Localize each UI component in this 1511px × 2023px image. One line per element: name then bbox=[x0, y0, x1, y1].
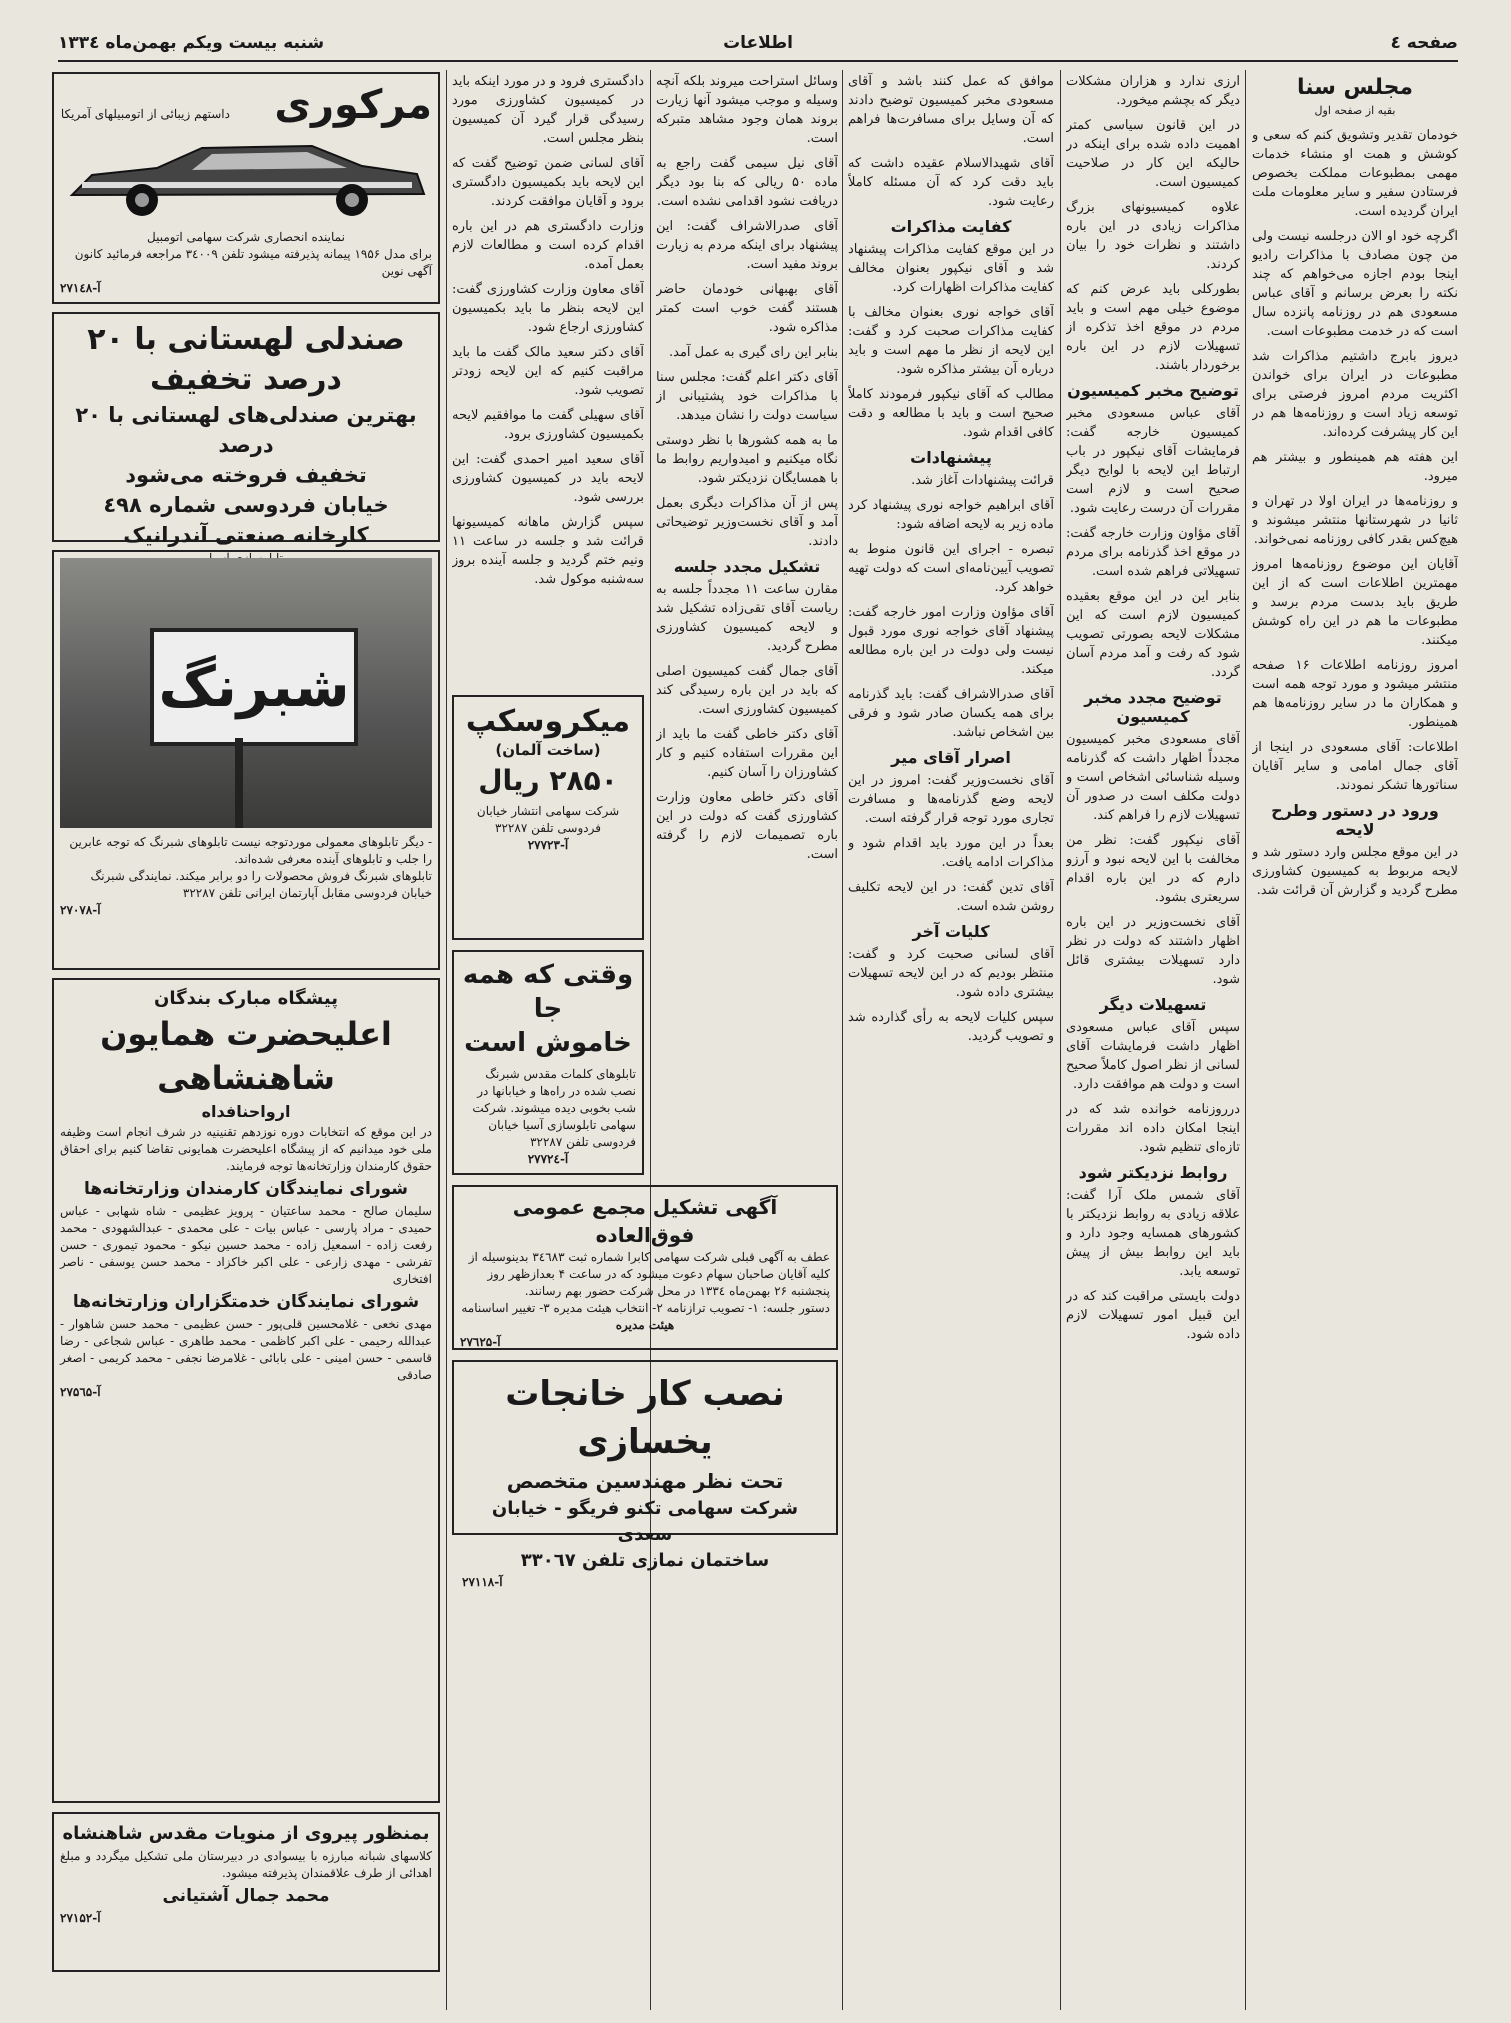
ad-text: برای مدل ۱۹۵۶ پیمانه پذیرفته میشود تلفن ۳٤۰۰۹ مراجعه فرمائید کانون آگهی نوین bbox=[74, 247, 432, 278]
paragraph: علاوه کمیسیونهای بزرگ مذاکرات زیادی در این باره داشتند و نظرات خود را بیان کردند. bbox=[1066, 200, 1240, 272]
paragraph: آقای دکتر خاطی گفت ما باید از این مقررات استفاده کنیم و کار کشاورزان را آسان کنیم. bbox=[656, 727, 838, 780]
column-divider bbox=[842, 70, 843, 2010]
ad-address: خیابان فردوسی شماره ٤۹۸ bbox=[103, 493, 389, 517]
paragraph: آقای خواجه نوری بعنوان مخالف با کفایت مذاکرات صحبت کرد و گفت: این لایحه از نظر ما مهم است و باید درباره آن بیشتر مذاکره شود. bbox=[848, 305, 1054, 377]
ad-text: شرکت سهامی تکنو فریگو - خیابان سعدی bbox=[491, 1498, 799, 1545]
paragraph: این هفته هم همینطور و بیشتر هم میرود. bbox=[1252, 450, 1458, 484]
issue-date: شنبه بیست ویکم بهمن‌ماه ۱۳۳٤ bbox=[58, 33, 325, 53]
ad-text-2: تابلوهای شبرنگ فروش محصولات را دو برابر میکند. نمایندگی شبرنگ خیابان فردوسی مقابل آپارتمان ایرانی تلفن ۳۲۲۸۷ bbox=[90, 869, 432, 900]
ad-text: - دیگر تابلوهای معمولی موردتوجه نیست تابلوهای شبرنگ که توجه عابرین را جلب و تابلوهای آینده معرفی شده‌اند. bbox=[69, 835, 432, 866]
polish-chairs-ad bbox=[52, 312, 440, 547]
paragraph: ما به همه کشورها با نظر دوستی نگاه میکنیم و امیدواریم روابط ما با همسایگان نزدیکتر شود. bbox=[656, 433, 838, 486]
ad-code: آ-۲۷۵٦۵ bbox=[60, 1385, 101, 1399]
ad-subtitle: تحت نظر مهندسین متخصص bbox=[506, 1469, 784, 1493]
paragraph: دولت بایستی مراقبت کند که در این قبیل امور تسهیلات لازم داده شود. bbox=[1066, 1289, 1240, 1342]
microscope-ad bbox=[452, 695, 644, 940]
paragraph: مطالب که آقای نیکپور فرمودند کاملاً صحیح است و باید با مطالعه و دقت کافی اقدام شود. bbox=[848, 387, 1054, 440]
section-heading: پیشنهادات bbox=[910, 448, 992, 467]
paragraph: وسائل استراحت میروند بلکه آنچه وسیله و موجب میشود آنها زیارت بروند همان وجود مشاهد متبرکه است. bbox=[656, 74, 838, 146]
paragraph: آقای شهیدالاسلام عقیده داشت که باید دقت کرد که آن مسئله کاملاً رعایت شود. bbox=[848, 156, 1054, 209]
paragraph: سپس گزارش ماهانه کمیسیونها قرائت شد و جلسه در ساعت ۱۱ ونیم ختم گردید و جلسه آینده بروز سه‌شنبه موکول شد. bbox=[452, 515, 644, 587]
silence-ad bbox=[452, 950, 644, 1175]
notice-section-heading: شورای نمایندگان خدمتگزاران وزارتخانه‌ها bbox=[72, 1292, 420, 1312]
section-heading: روابط نزدیکتر شود bbox=[1078, 1163, 1228, 1182]
paragraph: آقای صدرالاشراف گفت: این پیشنهاد برای اینکه مردم به زیارت بروند مفید است. bbox=[656, 219, 838, 272]
section-heading: توضیح مخبر کمیسیون bbox=[1067, 381, 1239, 400]
ad-code: آ-۲۷۱۱۸ bbox=[462, 1575, 503, 1589]
ad-title: نصب کار خانجات یخسازی bbox=[505, 1374, 785, 1462]
ad-agenda: دستور جلسه: ۱- تصویب ترازنامه ۲- انتخاب هیئت مدیره ۳- تغییر اساسنامه bbox=[461, 1301, 830, 1315]
paragraph: ارزی ندارد و هزاران مشکلات دیگر که بچشم میخورد. bbox=[1066, 74, 1240, 108]
paragraph: در این موقع کفایت مذاکرات پیشنهاد شد و آقای نیکپور بعنوان مخالف کفایت مذاکرات اظهارات کرد. bbox=[848, 242, 1054, 295]
paragraph: پس از آن مذاکرات دیگری بعمل آمد و آقای نخست‌وزیر توضیحاتی دادند. bbox=[656, 496, 838, 549]
section-heading: کلیات آخر bbox=[912, 922, 990, 941]
ad-signature: هیئت مدیره bbox=[615, 1318, 675, 1332]
senate-article-column bbox=[1252, 72, 1458, 2007]
ad-code: آ-۲۷۷۲٤ bbox=[527, 1152, 569, 1166]
paragraph: تبصره - اجرای این قانون منوط به تصویب آیین‌نامه‌ای است که دولت تهیه خواهد کرد. bbox=[848, 542, 1054, 595]
paragraph: آقای لسانی صحبت کرد و گفت: منتظر بودیم که در این لایحه تسهیلات بیشتری داده شود. bbox=[848, 947, 1054, 1000]
paragraph: آقایان این موضوع روزنامه‌ها امروز مهمترین اطلاعات است که از این طریق باید بدست مردم برسد و مطبوعات ما هم در این راه کوشش میکنند. bbox=[1252, 557, 1458, 648]
section-heading: کفایت مذاکرات bbox=[890, 217, 1012, 236]
paragraph: آقای دکتر سعید مالک گفت ما باید مراقبت کنیم که این لایحه زودتر تصویب شود. bbox=[452, 345, 644, 398]
notice-section-heading: شورای نمایندگان کارمندان وزارتخانه‌ها bbox=[84, 1179, 408, 1199]
signatory-list: مهدی نخعی - غلامحسین قلی‌پور - حسن عظیمی - محمد حسن شاهوار - عبدالله رحیمی - علی اکبر کاظمی - محمد طاهری - عباس شجاعی - رضا قاسمی - حسن امینی - علی بابائی - غلامرضا نجفی - محمد کریمی - اصغر صادقی bbox=[60, 1317, 432, 1382]
ad-price: ۲۸۵۰ ریال bbox=[478, 764, 618, 797]
page-header bbox=[58, 30, 1458, 62]
ad-code: آ-۲۷۱٤۸ bbox=[60, 281, 101, 295]
sign-post bbox=[235, 738, 243, 828]
paragraph: در این قانون سیاسی کمتر اهمیت داده شده برای اینکه در حالیکه این کار در صلاحیت کمیسیون است. bbox=[1066, 118, 1240, 190]
paragraph: آقای مؤاون وزارت امور خارجه گفت: پیشنهاد آقای خواجه نوری مورد قبول نیست ولی دولت در این باره مطالعه میکند. bbox=[848, 605, 1054, 677]
ad-title-2: خاموش است bbox=[464, 1028, 632, 1058]
paragraph: آقای دکتر خاطی معاون وزارت کشاورزی گفت که دولت در این باره تصمیمات لازم را گرفته است. bbox=[656, 790, 838, 862]
ad-headline: صندلی لهستانی با ۲۰ درصد تخفیف bbox=[87, 322, 405, 397]
ad-company: کارخانه صنعتی آندرانیک bbox=[123, 523, 369, 547]
paragraph: آقای نخست‌وزیر گفت: امروز در این لایحه وضع گذرنامه‌ها و مسافرت تجاری مورد توجه قرار گرفته است. bbox=[848, 773, 1054, 826]
paragraph: آقای معاون وزارت کشاورزی گفت: این لایحه بنظر ما باید بکمیسیون کشاورزی ارجاع شود. bbox=[452, 282, 644, 335]
paragraph: درروزنامه خوانده شد که در اینجا امکان داده اند مقررات تازه‌ای تنظیم شود. bbox=[1066, 1102, 1240, 1155]
paragraph: آقای نیکپور گفت: نظر من مخالفت با این لایحه نبود و آرزو دارم که در این باره اقدام سریعتری بشود. bbox=[1066, 833, 1240, 905]
notice-heading: اعلیحضرت همایون شاهنشاهی bbox=[100, 1015, 392, 1097]
ad-title: میکروسکپ bbox=[465, 704, 631, 739]
ad-code: آ-۲۷٦۲۵ bbox=[460, 1335, 501, 1349]
paragraph: موافق که عمل کنند باشد و آقای مسعودی مخبر کمیسیون توضیح دادند که آن وسایل برای مسافرت‌ها فراهم است. bbox=[848, 74, 1054, 146]
mercury-car-ad bbox=[52, 72, 440, 304]
paragraph: سپس کلیات لایحه به رأی گذارده شد و تصویب گردید. bbox=[848, 1010, 1054, 1044]
paragraph: بطورکلی باید عرض کنم که موضوع خیلی مهم است و باید مردم در موقع اخذ تذکره از تسهیلات لازم در این باره برخوردار باشند. bbox=[1066, 282, 1240, 373]
section-heading: تشکیل مجدد جلسه bbox=[673, 557, 821, 576]
paragraph: در این موقع مجلس وارد دستور شد و لایحه مربوط به کمیسیون کشاورزی مطرح گردید و گزارش آن قرائت شد. bbox=[1252, 845, 1458, 898]
paragraph: سپس آقای عباس مسعودی اظهار داشت فرمایشات آقای لسانی از نظر اصول کاملاً صحیح است و دولت هم موافقت دارد. bbox=[1066, 1020, 1240, 1092]
paragraph: آقای جمال گفت کمیسیون اصلی که باید در این باره رسیدگی کند کمیسیون کشاورزی است. bbox=[656, 664, 838, 717]
notice-signature: محمد جمال آشتیانی bbox=[162, 1886, 330, 1906]
notice-line: پیشگاه مبارک بندگان bbox=[154, 988, 338, 1009]
article-subtitle: بقیه از صفحه اول bbox=[1314, 104, 1396, 117]
paragraph: دادگستری فرود و در مورد اینکه باید در کمیسیون کشاورزی مورد رسیدگی قرار گیرد آن کمیسیون بنظر مجلس است. bbox=[452, 74, 644, 146]
ad-code: آ-۲۷۰۷۸ bbox=[60, 903, 101, 917]
ad-code: آ-۲۷۷۲۳ bbox=[527, 838, 569, 852]
car-illustration bbox=[62, 130, 432, 225]
column-divider bbox=[650, 70, 651, 2010]
photo bbox=[60, 558, 432, 828]
paragraph: آقای نیل سیمی گفت راجع به ماده ۵۰ ریالی که بنا بود دیگر دریافت نشود اقدامی نشده است. bbox=[656, 156, 838, 209]
ad-line: تخفیف فروخته می‌شود bbox=[125, 463, 367, 487]
ad-line: بهترین صندلی‌های لهستانی با ۲۰ درصد bbox=[75, 403, 417, 457]
paragraph: خودمان تقدیر وتشویق کنم که سعی و کوشش و همت او منشاء خدمات مهمی بمطبوعات مملکت بخصوص فرستادن سفیر و سایر معلومات ملت ایران گردیده است. bbox=[1252, 128, 1458, 219]
section-heading: تسهیلات دیگر bbox=[1099, 995, 1207, 1014]
article-column-4 bbox=[656, 72, 838, 1232]
paragraph: آقای نخست‌وزیر در این باره اظهار داشتند که دولت در نظر دارد تسهیلات بیشتری قائل شود. bbox=[1066, 915, 1240, 987]
paragraph: اگرچه خود او الان درجلسه نیست ولی من چون مصادف با مذاکرات رادیو اینجا بودم اجازه می‌خواهم که چند نکته را بعرض برسانم و آقای عباس مسعودی هم در روزنامه پانزده سال است که در خدمت مطبوعات است. bbox=[1252, 229, 1458, 339]
paragraph: آقای سعید امیر احمدی گفت: این لایحه باید در کمیسیون کشاورزی بررسی شود. bbox=[452, 452, 644, 505]
paragraph: آقای مؤاون وزارت خارجه گفت: در موقع اخذ گذرنامه برای مردم تسهیلاتی فراهم شده است. bbox=[1066, 526, 1240, 579]
article-column-5 bbox=[452, 72, 644, 722]
ad-text: شرکت سهامی انتشار خیابان فردوسی تلفن ۳۲۲۸۷ bbox=[476, 804, 620, 835]
paragraph: آقای لسانی ضمن توضیح گفت که این لایحه باید بکمیسیون دادگستری برود و آقایان موافقت کردند. bbox=[452, 156, 644, 209]
article-title: مجلس سنا bbox=[1296, 75, 1414, 100]
notice-body: کلاسهای شبانه مبارزه با بیسوادی در دبیرستان ملی تشکیل میگردد و مبلغ اهدائی از طرف علاقمندان پذیرفته میشود. bbox=[60, 1849, 432, 1880]
ad-subtitle: (ساخت آلمان) bbox=[495, 741, 601, 759]
ice-factory-ad bbox=[452, 1360, 838, 1589]
article-column-3 bbox=[848, 72, 1054, 2007]
shabrang-sign-ad bbox=[52, 550, 440, 970]
paragraph: آقای شمس ملک آرا گفت: علاقه زیادی به روابط نزدیکتر با کشورهای همسایه وجود دارد و باید این روابط بیش از پیش توسعه یابد. bbox=[1066, 1188, 1240, 1279]
ad-tagline: داستهم زیبائی از اتومبیلهای آمریکا bbox=[60, 107, 230, 121]
paragraph: دیروز بابرج داشتیم مذاکرات شد مطبوعات در ایران برای خواندن اکثریت مردم امروز فرصتی برای توسعه زیاد است و روزنامه‌ها هم در این کار پیشرفت کرده‌اند. bbox=[1252, 349, 1458, 440]
ad-title: وقتی که همه جا bbox=[462, 960, 634, 1024]
paragraph: قرائت پیشنهادات آغاز شد. bbox=[911, 473, 1054, 488]
ad-body: عطف به آگهی قبلی شرکت سهامی کابرا شماره ثبت ۳٤٦۸۳ بدینوسیله از کلیه آقایان صاحبان سهام دعوت میشود که در ساعت ۴ بعدازظهر روز پنجشنبه ۲۶ بهمن‌ماه ۱۳۳٤ در محل شرکت حضور بهم رسانند. bbox=[468, 1250, 830, 1298]
paragraph: بعداً در این مورد باید اقدام شود و مذاکرات ادامه یافت. bbox=[848, 836, 1054, 870]
notice-body: در این موقع که انتخابات دوره نوزدهم تقنینیه در شرف انجام است وظیفه ملی خود میدانیم که از پیشگاه اعلیحضرت همایونی تقاضا کنیم برای احقاق حقوق کارمندان وزارتخانه‌ها توجه فرمایند. bbox=[60, 1125, 432, 1173]
ad-code: آ-۲۷۱۵۲ bbox=[60, 1911, 101, 1925]
ad-title: آگهی تشکیل مجمع عمومی فوق‌العاده bbox=[512, 1195, 778, 1247]
article-column-2 bbox=[1066, 72, 1240, 2007]
notice-line: ارواحنافداه bbox=[201, 1102, 291, 1121]
paragraph: امروز روزنامه اطلاعات ۱۶ صفحه منتشر میشود و مورد توجه همه است و همکاران ما در سایر روزنامه‌ها هم همینطور. bbox=[1252, 658, 1458, 730]
general-assembly-ad bbox=[452, 1185, 838, 1350]
paragraph: اطلاعات: آقای مسعودی در اینجا از آقای جمال امامی و سایر آقایان سناتورها تشکر نمودند. bbox=[1252, 740, 1458, 793]
page-number: صفحه ٤ bbox=[1390, 33, 1458, 53]
sign-board bbox=[150, 628, 358, 746]
petition-notice bbox=[52, 978, 440, 1803]
paragraph: آقای بهبهانی خودمان حاضر هستند گفت خوب است کمتر مذاکره شود. bbox=[656, 282, 838, 335]
paragraph: آقای ابراهیم خواجه نوری پیشنهاد کرد ماده زیر به لایحه اضافه شود: bbox=[848, 498, 1054, 532]
column-divider bbox=[446, 70, 447, 2010]
signatory-list: سلیمان صالح - محمد ساعتیان - پرویز عظیمی - شاه شهابی - عباس حمیدی - مراد پارسی - عباس بیات - علی محمدی - عبدالشهودی - محمد رفعت زاده - اسمعیل زاده - محمد حسین نیکو - محمود تیموری - حسن تفرشی - مهدی زارعی - علی اکبر خاکزاد - محمد حسن یوسفی - ناصر افتخاری bbox=[60, 1204, 432, 1286]
column-divider bbox=[1245, 70, 1246, 2010]
paragraph: آقای سهیلی گفت ما موافقیم لایحه بکمیسیون کشاورزی برود. bbox=[452, 408, 644, 442]
paragraph: مقارن ساعت ۱۱ مجدداً جلسه به ریاست آقای تقی‌زاده تشکیل شد و لایحه کمیسیون کشاورزی مطرح گردید. bbox=[656, 582, 838, 654]
paragraph: آقای مسعودی مخبر کمیسیون مجدداً اظهار داشت که گذرنامه وسیله شناسائی اشخاص است و دولت مکلف است در صدور آن تسهیلات لازم را فراهم کند. bbox=[1066, 732, 1240, 823]
newspaper-title: اطلاعات bbox=[723, 33, 793, 53]
paragraph: آقای دکتر اعلم گفت: مجلس سنا با مذاکرات خود پشتیبانی از سیاست دولت را نشان میدهد. bbox=[656, 370, 838, 423]
paragraph: آقای عباس مسعودی مخبر کمیسیون خارجه گفت: فرمایشات آقای نیکپور در باب ارتباط این لایحه با لوایح دیگر صحیح است و لازم است مقررات آن درست رعایت شود. bbox=[1066, 406, 1240, 516]
sign-text: شبرنگ bbox=[158, 654, 350, 720]
paragraph: وزارت دادگستری هم در این باره اقدام کرده است و مطالعات لازم بعمل آمده. bbox=[452, 219, 644, 272]
paragraph: آقای تدین گفت: در این لایحه تکلیف روشن شده است. bbox=[848, 880, 1054, 914]
paragraph: بنابر این رای گیری به عمل آمد. bbox=[669, 345, 838, 360]
ad-phone: ساختمان نمازی تلفن ۳۳۰٦۷ bbox=[520, 1550, 770, 1571]
literacy-class-notice bbox=[52, 1812, 440, 1972]
column-divider bbox=[1060, 70, 1061, 2010]
section-heading: ورود در دستور وطرح لایحه bbox=[1271, 801, 1439, 839]
section-heading: توضیح مجدد مخبر کمیسیون bbox=[1084, 688, 1222, 726]
ad-title: مرکوری bbox=[274, 82, 432, 128]
notice-heading: بمنظور پیروی از منویات مقدس شاهنشاه bbox=[62, 1823, 430, 1844]
section-heading: اصرار آقای میر bbox=[891, 748, 1011, 767]
paragraph: بنابر این در این موقع بعقیده کمیسیون لازم است که این مشکلات لایحه بصورتی تصویب شود که رفت و آمد مردم آسان گردد. bbox=[1066, 589, 1240, 680]
paragraph: و روزنامه‌ها در ایران اولا در تهران و ثانیا در شهرستانها منتشر میشوند و هیچ‌کس بقدر کافی روزنامه نمی‌خواند. bbox=[1252, 494, 1458, 547]
paragraph: آقای صدرالاشراف گفت: باید گذرنامه برای همه یکسان صادر شود و فرقی بین اشخاص نباشد. bbox=[848, 687, 1054, 740]
ad-dealer: نماینده انحصاری شرکت سهامی اتومبیل bbox=[147, 230, 345, 244]
ad-text: تابلوهای کلمات مقدس شبرنگ نصب شده در راه‌ها و خیابانها در شب بخوبی دیده میشوند. شرکت سهامی تابلوسازی آسیا خیابان فردوسی تلفن ۳۲۲۸۷ bbox=[472, 1067, 636, 1149]
